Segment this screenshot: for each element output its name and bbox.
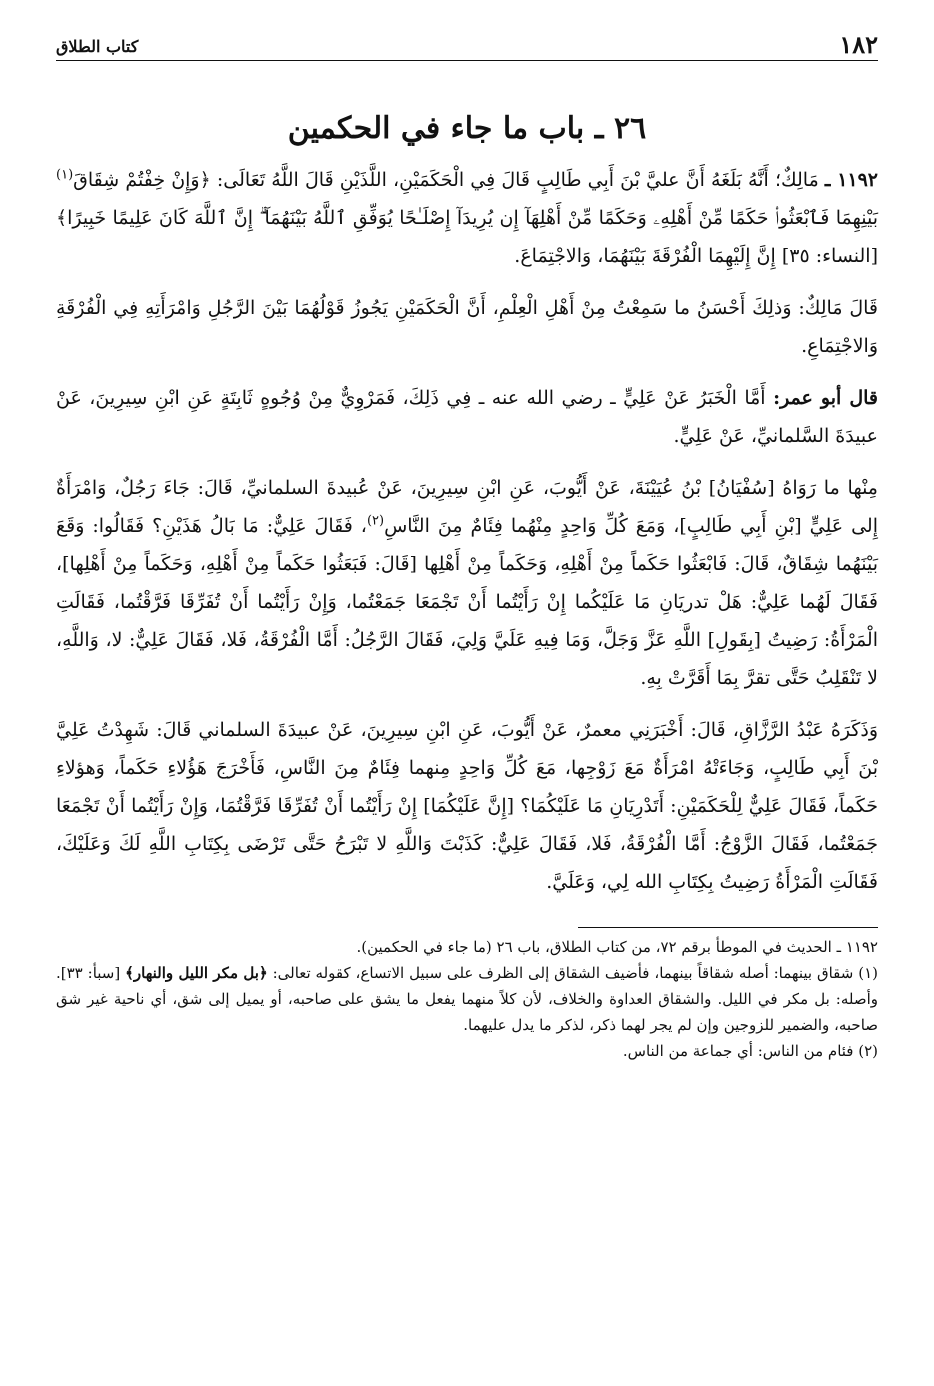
- footnotes: [56, 934, 878, 1064]
- ibn-uyayna-paragraph: [56, 469, 878, 697]
- hadith-paragraph: [56, 161, 878, 275]
- main-text: [56, 161, 878, 901]
- quran-verse-part-a: ﴿وَإِنْ خِفْتُمْ شِقَاقَ: [73, 169, 211, 191]
- footnote-1: [56, 960, 878, 1038]
- page-number: ١٨٢: [839, 30, 878, 59]
- hadith-number: ١١٩٢ ـ: [824, 169, 879, 191]
- hadith-tail: [النساء: ٣٥] إِنَّ إِلَيْهِمَا الْفُرْقَةَ بَيْنَهُمَا، وَالاجْتِمَاعَ.: [514, 245, 878, 267]
- abu-umar-text: أَمَّا الْخَبَرُ عَنْ عَلِيٍّ ـ رضي الله عنه ـ فِي ذَلِكَ، فَمَرْوِيٌّ مِنْ وُجُوهٍ ثَابِتَةٍ عَنِ ابْنِ سِيرِينَ، عَنْ عبيدَةَ السَّلمانيِّ، عَنْ عَلِيٍّ.: [56, 387, 878, 447]
- running-title: كتاب الطلاق: [56, 37, 139, 56]
- page-header: [56, 30, 878, 61]
- document-page: [56, 30, 878, 1064]
- quran-verse-part-b: بَيْنِهِمَا فَٱبْعَثُوا۟ حَكَمًا مِّنْ أَهْلِهِۦ وَحَكَمًا مِّنْ أَهْلِهَآ إِن يُرِيدَآ إِصْلَـٰحًا يُوَفِّقِ ٱللَّهُ بَيْنَهُمَآ ۗ إِنَّ ٱللَّهَ كَانَ عَلِيمًا خَبِيرًا﴾: [56, 207, 878, 229]
- hadith-text: مَالِكٌ؛ أَنَّهُ بَلَغَهُ أَنَّ عليَّ بْنَ أَبِي طَالِبٍ قَالَ فِي الْحَكَمَيْنِ، اللَّذَيْنِ قَالَ اللَّهُ تَعَالَى:: [216, 169, 819, 191]
- footnote-divider: [578, 927, 878, 928]
- footnote-1-text-a: (١) شقاق بينهما: أصله شقاقاً بينهما، فأضيف الشقاق إلى الظرف على سبيل الاتساع، كقوله تعالى:: [272, 964, 878, 982]
- abu-umar-paragraph: [56, 379, 878, 455]
- ibn-uyayna-text-b: ، فَقَالَ عَلِيٌّ: مَا بَالُ هَذَيْنِ؟ فَقَالُوا: وَقَعَ بَيْنَهُما شِقَاقٌ، قَالَ: فَابْعَثُوا حَكَماً مِنْ أَهْلِهِ، وَحَكَماً مِنْ أَهْلِها [قَالَ: فَبَعَثُوا حَكَماً مِنْ أَهْلِهِ، وَحَكَماً مِنْ أَهْلِها]، فَقَالَ لَهُما عَلِيٌّ: هَلْ تدريَانِ مَا عَلَيْكُما إِنْ رَأَيْتُما أَنْ تَجْمَعَا جَمَعْتُما، وَإِنْ رَأَيْتُما أَنْ تُفَرِّقَا فَرَّقْتُما، فَقَالَتِ الْمَرْأَةُ: رَضِيتُ [بِقَولِ] اللَّهِ عَزَّ وَجَلَّ، وَمَا فِيهِ عَلَيَّ وَلِيَ، فَقَالَ الرَّجُلُ: أَمَّا الْفُرْقَةُ، فَلا، فَقَالَ عَلِيٌّ: لا، وَاللَّهِ، لا تَنْقَلِبُ حَتَّى تقرَّ بِمَا أَقَرَّتْ بِهِ.: [56, 515, 878, 689]
- ibn-uyayna-text-a: مِنْها ما رَوَاهُ [سُفْيَانُ] بْنُ عُيَيْنَةَ، عَنْ أَيُّوبَ، عَنِ ابْنِ سِيرِينَ، عَنْ عُبيدةَ السلمانيِّ، قَالَ: جَاءَ رَجُلٌ، وَامْرَأَةٌ إِلى عَلِيٍّ [بْنِ أَبِي طَالِبٍ]، وَمَعَ كُلِّ وَاحِدٍ مِنْهُما فِئَامٌ مِنَ النَّاسِ: [56, 477, 878, 537]
- footnote-1-quran: ﴿بل مكر الليل والنهار﴾: [125, 964, 268, 982]
- abd-al-razzaq-paragraph: وَذَكَرَهُ عَبْدُ الرَّزَّاقِ، قَالَ: أَخْبَرَنِي معمرٌ، عَنْ أَيُّوبَ، عَنِ ابْنِ سِيرِينَ، عَنْ عبيدَةَ السلماني قَالَ: شَهِدْتُ عَلِيَّ بْنَ أَبِي طَالِبٍ، وَجَاءَتْهُ امْرَأَةٌ مَعَ زَوْجِها، مَعَ كُلِّ وَاحِدٍ مِنهما فِئَامٌ مِنَ النَّاسِ، فَأَخْرَجَ هَؤُلاءِ حَكَماً، وَهؤلاءِ حَكَماً، فَقَالَ عَلِيٌّ لِلْحَكَمَيْنِ: أَتَدْرِيَانِ مَا عَلَيْكُمَا؟ [إِنَّ عَلَيْكُمَا] إِنْ رَأَيْتُما أَنْ تُفَرِّقَا فَرَّقْتُمَا، وَإِنْ رَأَيْتُما أَنْ تَجْمَعَا جَمَعْتُما، فَقَالَ الزَّوْجُ: أَمَّا الْفُرْقَةُ، فَلا، فَقَالَ عَلِيٌّ: كَذَبْتَ وَاللَّهِ لا تَبْرَحُ حَتَّى تَرْضَى بِكِتَابِ اللَّهِ لَكَ وَعَلَيْكَ، فَقَالَتِ الْمَرْأَةُ رَضِيتُ بِكِتَابِ الله لِي، وَعَلَيَّ.: [56, 719, 878, 893]
- footnote-marker-1: (١): [56, 167, 74, 183]
- malik-statement-paragraph: قَالَ مَالِكٌ: وَذلِكَ أَحْسَنُ ما سَمِعْتُ مِنْ أَهْلِ الْعِلْمِ، أَنَّ الْحَكَمَيْنِ يَجُوزُ قَوْلُهُمَا بَيْنَ الرَّجُلِ وَامْرَأَتِهِ فِي الْفُرْقَةِ وَالاجْتِمَاعِ.: [56, 297, 878, 357]
- footnote-2: (٢) فئام من الناس: أي جماعة من الناس.: [622, 1042, 878, 1060]
- chapter-title: ٢٦ ـ باب ما جاء في الحكمين: [287, 111, 647, 146]
- speaker-label: قال أبو عمر:: [773, 387, 879, 409]
- footnote-source: ١١٩٢ ـ الحديث في الموطأ برقم ٧٢، من كتاب الطلاق، باب ٢٦ (ما جاء في الحكمين).: [356, 938, 878, 956]
- footnote-1-text-b: [سبأ: ٣٣]. وأصله: بل مكر في الليل. والشقاق العداوة والخلاف، لأن كلاً منهما يفعل ما يشق على صاحبه، أو يميل إلى شق، أي ناحية غير شق صاحبه، والضمير للزوجين وإن لم يجر لهما ذكر، لذكر ما يدل عليهما.: [56, 964, 879, 1034]
- footnote-marker-2: (٢): [366, 513, 385, 529]
